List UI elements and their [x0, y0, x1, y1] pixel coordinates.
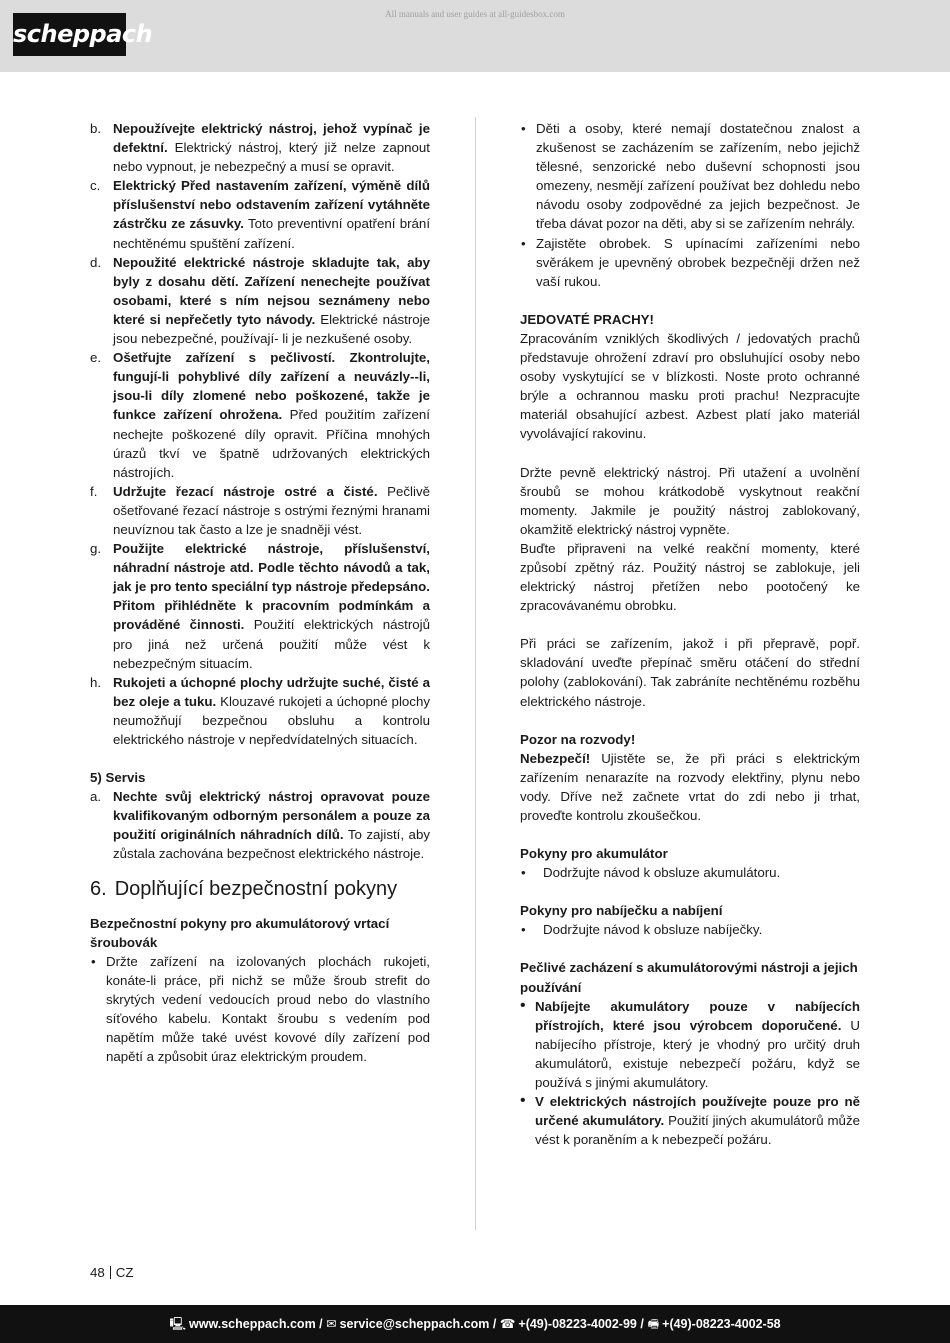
bullet-icon: •	[520, 1092, 526, 1110]
spacer	[520, 825, 860, 844]
column-divider	[475, 117, 476, 1230]
spacer	[520, 291, 860, 310]
spacer	[520, 711, 860, 730]
bullet-icon: •	[521, 235, 526, 251]
spacer	[520, 615, 860, 634]
bullet-icon: •	[91, 953, 96, 969]
bullet-icon: •	[521, 922, 526, 938]
list-item-text: Toto preventivní opatření brání nechtěnému spuštění zařízení.	[113, 216, 431, 251]
top-header-bar	[0, 0, 950, 72]
page-separator	[110, 1266, 111, 1279]
footer-phone: +(49)-08223-4002-99	[518, 1317, 637, 1331]
wiring-heading: Pozor na rozvody!	[520, 731, 636, 747]
bullet-text: U nabíjecího přístroje, který je vhodný pro určitý druh akumulátorů, existuje nebezpečí požáru, když se používá s jinými akumulátory.	[535, 1017, 860, 1091]
list-label: g.	[90, 541, 102, 557]
bullet-text: Děti a osoby, které nemají dostatečnou znalost a zkušenost se zacházením se zařízením, nebo jejichž tělesné, senzorické nebo duševní schopnosti jsou omezeny, nesmějí zařízení používat bez dohledu nebo návodu osoby zodpovědné za jejich bezpečnost. Je třeba dávat pozor na děti, aby si se zařízením nehrály.	[536, 121, 860, 232]
list-item-text: Použití elektrických nástrojů pro jiná než určená použití může vést k nebezpečným situacím.	[113, 617, 431, 671]
list-item-text: Elektrický nástroj, který již nelze zapnout nebo vypnout, je nebezpečný a musí se opravit.	[113, 140, 430, 175]
bullet-item	[520, 863, 860, 882]
phone-icon: ☎	[499, 1317, 516, 1331]
left-column	[90, 119, 430, 1066]
list-item-bold: Rukojeti a úchopné plochy udržujte suché, čisté a bez oleje a tuku.	[113, 674, 430, 709]
bullet-item	[520, 119, 860, 234]
scheppach-logo: scheppach	[13, 13, 126, 56]
list-item-bold: Elektrický Před nastavením zařízení, výměně dílů příslušenství nebo odstavením zařízení vytáhněte zástrčku ze zásuvky.	[113, 178, 430, 232]
footer-bar	[0, 1305, 950, 1343]
list-label: a.	[90, 789, 102, 805]
section-heading	[90, 876, 430, 902]
list-item-f	[90, 482, 430, 539]
hold-paragraph-2: Buďte připraveni na velké reakční momenty, které způsobí zpětný ráz. Použitý nástroj se zablokuje, jeli elektrický nástroj přetížen nebo pootočený ke zpracovávanému obrobku.	[520, 540, 860, 614]
dust-heading: JEDOVATÉ PRACHY!	[520, 311, 654, 327]
list-item-e	[90, 348, 430, 482]
list-item-bold: Použijte elektrické nástroje, příslušenství, náhradní nástroje atd. Podle těchto návodů a tak, jak je pro tento speciální typ nástroje předepsáno. Přitom přihlédněte k pracovním podmínkám a prováděné činnosti.	[113, 541, 430, 633]
bullet-text: Zajistěte obrobek. S upínacími zařízeními nebo svěrákem je upevněný obrobek bezpečněji držen než vaší rukou.	[536, 235, 860, 289]
page-language: CZ	[115, 1265, 134, 1280]
list-item-text: Elektrické nástroje jsou nebezpečné, používají- li je nezkušené osoby.	[113, 311, 430, 347]
fax-icon: 🖷	[647, 1317, 660, 1331]
footer-email-link[interactable]: service@scheppach.com	[339, 1317, 490, 1331]
list-item-g	[90, 539, 430, 673]
spacer	[520, 939, 860, 958]
list-label: h.	[90, 674, 102, 690]
right-column	[520, 119, 860, 1149]
bullet-icon: •	[520, 996, 526, 1014]
list-item-c	[90, 176, 430, 252]
dust-paragraph: Zpracováním vzniklých škodlivých / jedovatých prachů představuje ohrožení zdraví pro obsluhující osoby nebo osoby vyskytující se v blízkosti. Noste proto ochranné brýle a ochrannou masku proti prachu! Nezpracujte materiál obsahující azbest. Azbest platí jako materiál vyvolávající rakovinu.	[520, 330, 860, 442]
bullet-text: Použití jiných akumulátorů může vést k poraněním a k nebezpečí požáru.	[535, 1113, 860, 1148]
wiring-text: Ujistěte se, že při práci s elektrickým zařízením nenarazíte na rozvody elektřiny, plynu nebo vody. Dříve než začnete vrtat do zdi nebo ji trhat, proveďte kontrolu zkoušečkou.	[520, 750, 860, 823]
list-label: f.	[90, 483, 98, 499]
sub-heading: Bezpečnostní pokyny pro akumulátorový vrtací šroubovák	[90, 915, 390, 950]
section-number: 6.	[90, 877, 107, 900]
bullet-item	[520, 997, 860, 1092]
list-item-text: Pečlivě ošetřované řezací nástroje s ostrými řeznými hranami neuvíznou tak často a lze je snadněji vést.	[113, 483, 430, 537]
wiring-paragraph	[520, 749, 860, 825]
battery-heading: Pokyny pro akumulátor	[520, 846, 668, 862]
list-item-text: To zajistí, aby zůstala zachována bezpečnost elektrického nástroje.	[113, 827, 430, 862]
list-item-bold: Nepoužité elektrické nástroje skladujte tak, aby byly z dosahu dětí. Zařízení nenechejte používat osobami, které s ním nejsou seznámeny nebo které si nepřečetly tyto návody.	[113, 254, 430, 327]
list-item-h	[90, 673, 430, 749]
list-item-b	[90, 119, 430, 176]
bullet-item	[520, 920, 860, 939]
computer-icon: 🖳	[169, 1317, 187, 1331]
footer-fax: +(49)-08223-4002-58	[662, 1317, 781, 1331]
list-item-a	[90, 787, 430, 863]
servis-heading: 5) Servis	[90, 770, 146, 786]
list-label: b.	[90, 121, 102, 136]
danger-label: Nebezpečí!	[520, 750, 591, 766]
bullet-bold: V elektrických nástrojích používejte pouze pro ně určené akumulátory.	[535, 1094, 860, 1129]
list-label: c.	[90, 178, 101, 194]
bullet-text: Dodržujte návod k obsluze nabíječky.	[543, 922, 763, 938]
footer-separator: /	[492, 1317, 500, 1331]
list-item-bold: Nechte svůj elektrický nástroj opravovat pouze kvalifikovaným odborným personálem a pouze za použití originálních náhradních dílů.	[113, 789, 430, 843]
list-label: d.	[90, 254, 102, 270]
list-item-bold: Udržujte řezací nástroje ostré a čisté.	[113, 483, 378, 499]
bullet-bold: Nabíjejte akumulátory pouze v nabíjecích přístrojích, které jsou výrobcem doporučené.	[535, 998, 860, 1033]
spacer	[90, 749, 430, 768]
spacer	[520, 444, 860, 463]
footer-separator: /	[319, 1317, 327, 1331]
care-heading: Pečlivé zacházení s akumulátorovými nástroji a jejich používání	[520, 960, 858, 995]
list-label: e.	[90, 350, 102, 366]
list-item-text: Před použitím zařízení nechejte poškozené díly opravit. Příčina mnohých úrazů tkví ve špatně udržovaných elektrických nástrojích.	[113, 407, 430, 480]
mail-icon: ✉	[326, 1317, 337, 1331]
bullet-text: Dodržujte návod k obsluze akumulátoru.	[543, 865, 781, 881]
section-title: Doplňující bezpečnostní pokyny	[114, 877, 398, 900]
watermark-text: All manuals and user guides at all-guidesbox.com	[385, 9, 565, 19]
footer-separator: /	[640, 1317, 648, 1331]
footer-web-link[interactable]: www.scheppach.com	[189, 1317, 316, 1331]
bullet-icon: •	[521, 121, 526, 136]
bullet-icon: •	[521, 865, 526, 881]
list-item-bold: Ošetřujte zařízení s pečlivostí. Zkontrolujte, fungují-li pohyblivé díly zařízení a neuvázly--li, jsou-li díly zlomené nebo poškozené, takže je funkce zařízení ohrožena.	[113, 350, 430, 423]
charger-heading: Pokyny pro nabíječku a nabíjení	[520, 903, 723, 919]
bullet-item	[90, 952, 430, 1067]
bullet-text: Držte zařízení na izolovaných plochách rukojeti, konáte-li práce, při nichž se může šroub strefit do skrytých vedení vedoucích proud nebo do vlastního síťového kabelu. Kontakt šroubu s vedením pod napětím může také uvést kovové díly zařízení pod napětí a způsobit úraz elektrickým proudem.	[106, 953, 430, 1065]
page-number-value: 48	[90, 1265, 105, 1280]
bullet-item	[520, 234, 860, 291]
list-item-bold: Nepoužívejte elektrický nástroj, jehož vypínač je defektní.	[113, 121, 430, 156]
hold-paragraph-1: Držte pevně elektrický nástroj. Při utažení a uvolnění šroubů se mohou krátkodobě vyskytnout reakční momenty. Jakmile je použitý nástroj zablokovaný, okamžitě elektrický nástroj vypněte.	[520, 464, 860, 537]
list-item-text: Klouzavé rukojeti a úchopné plochy neumožňují bezpečnou obsluhu a kontrolu elektrického nástroje v nepředvídatelných situacích.	[113, 693, 430, 747]
transport-paragraph: Při práci se zařízením, jakož i při přepravě, popř. skladování uveďte přepínač směru otáčení do střední polohy (zablokování). Tak zabráníte nechtěnému rozběhu elektrického nástroje.	[520, 636, 860, 709]
page-number	[90, 1265, 134, 1280]
spacer	[520, 882, 860, 901]
bullet-item	[520, 1092, 860, 1149]
list-item-d	[90, 253, 430, 348]
